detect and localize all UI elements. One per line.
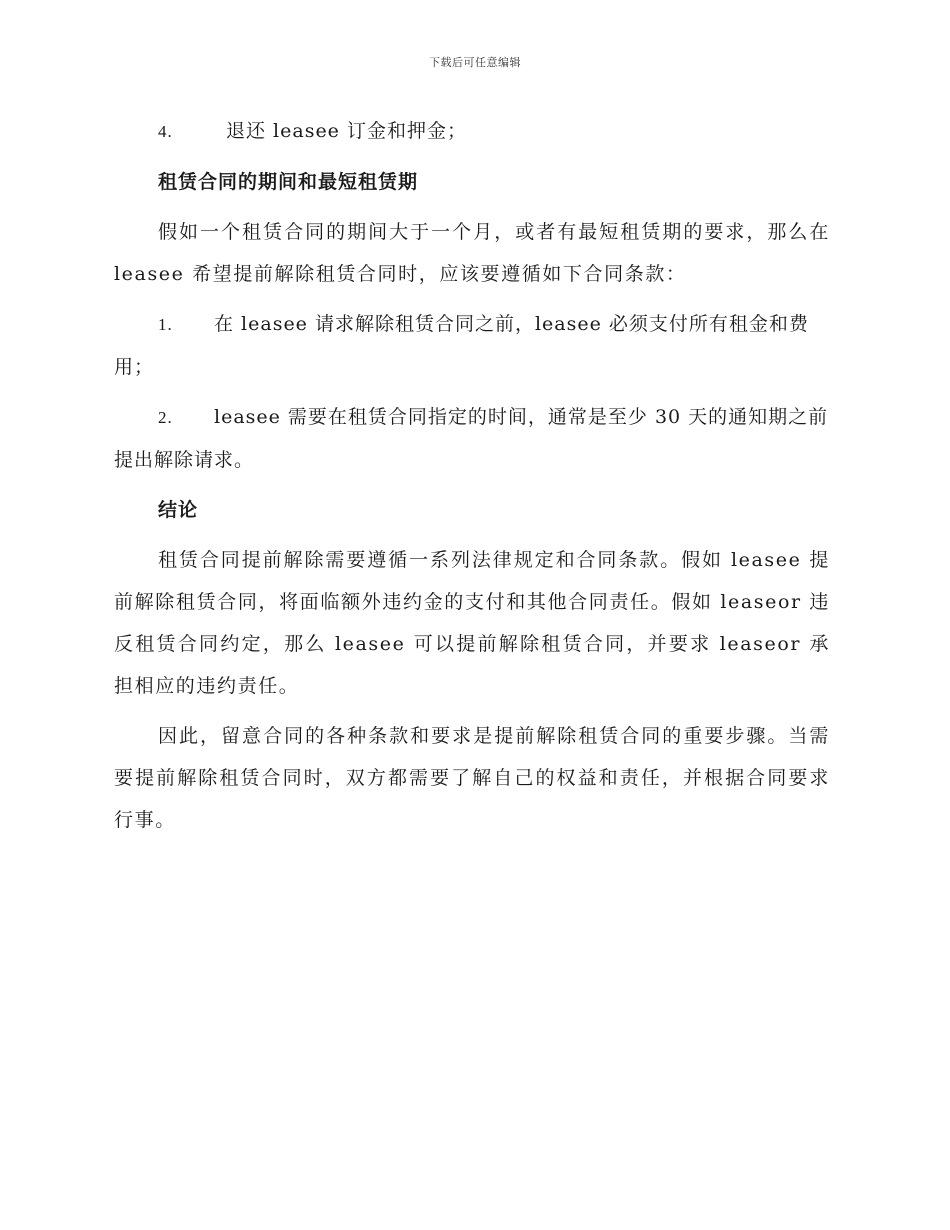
header-note: 下载后可任意编辑 — [429, 56, 521, 69]
list-text: 退还 leasee 订金和押金； — [226, 120, 467, 142]
list-number: 2. — [158, 408, 173, 427]
paragraph-conclusion-1: 租赁合同提前解除需要遵循一系列法律规定和合同条款。假如 leasee 提前解除租赁合同，将面临额外违约金的支付和其他合同责任。假如 leaseor 违反租赁合同约定，那么 leasee 可以提前解除租赁合同，并要求 leaseor 承担相应的违约责任。 — [114, 549, 830, 697]
list-text: leasee 需要在租赁合同指定的时间，通常是至少 30 天的通知期之前提出解除请求。 — [114, 406, 829, 471]
paragraph-term: 假如一个租赁合同的期间大于一个月，或者有最短租赁期的要求，那么在 leasee 希望提前解除租赁合同时，应该要遵循如下合同条款： — [114, 221, 830, 285]
list-item-2 — [114, 396, 830, 481]
paragraph-conclusion-2: 因此，留意合同的各种条款和要求是提前解除租赁合同的重要步骤。当需要提前解除租赁合同时，双方都需要了解自己的权益和责任，并根据合同要求行事。 — [114, 725, 830, 831]
list-number: 1. — [158, 315, 173, 334]
list-item-1 — [114, 303, 830, 388]
list-item-4 — [114, 110, 830, 153]
document-body — [114, 110, 830, 849]
list-number: 4. — [158, 122, 173, 141]
section-heading-term: 租赁合同的期间和最短租赁期 — [158, 171, 419, 193]
section-heading-conclusion: 结论 — [158, 499, 199, 521]
list-text: 在 leasee 请求解除租赁合同之前，leasee 必须支付所有租金和费用； — [114, 313, 809, 378]
